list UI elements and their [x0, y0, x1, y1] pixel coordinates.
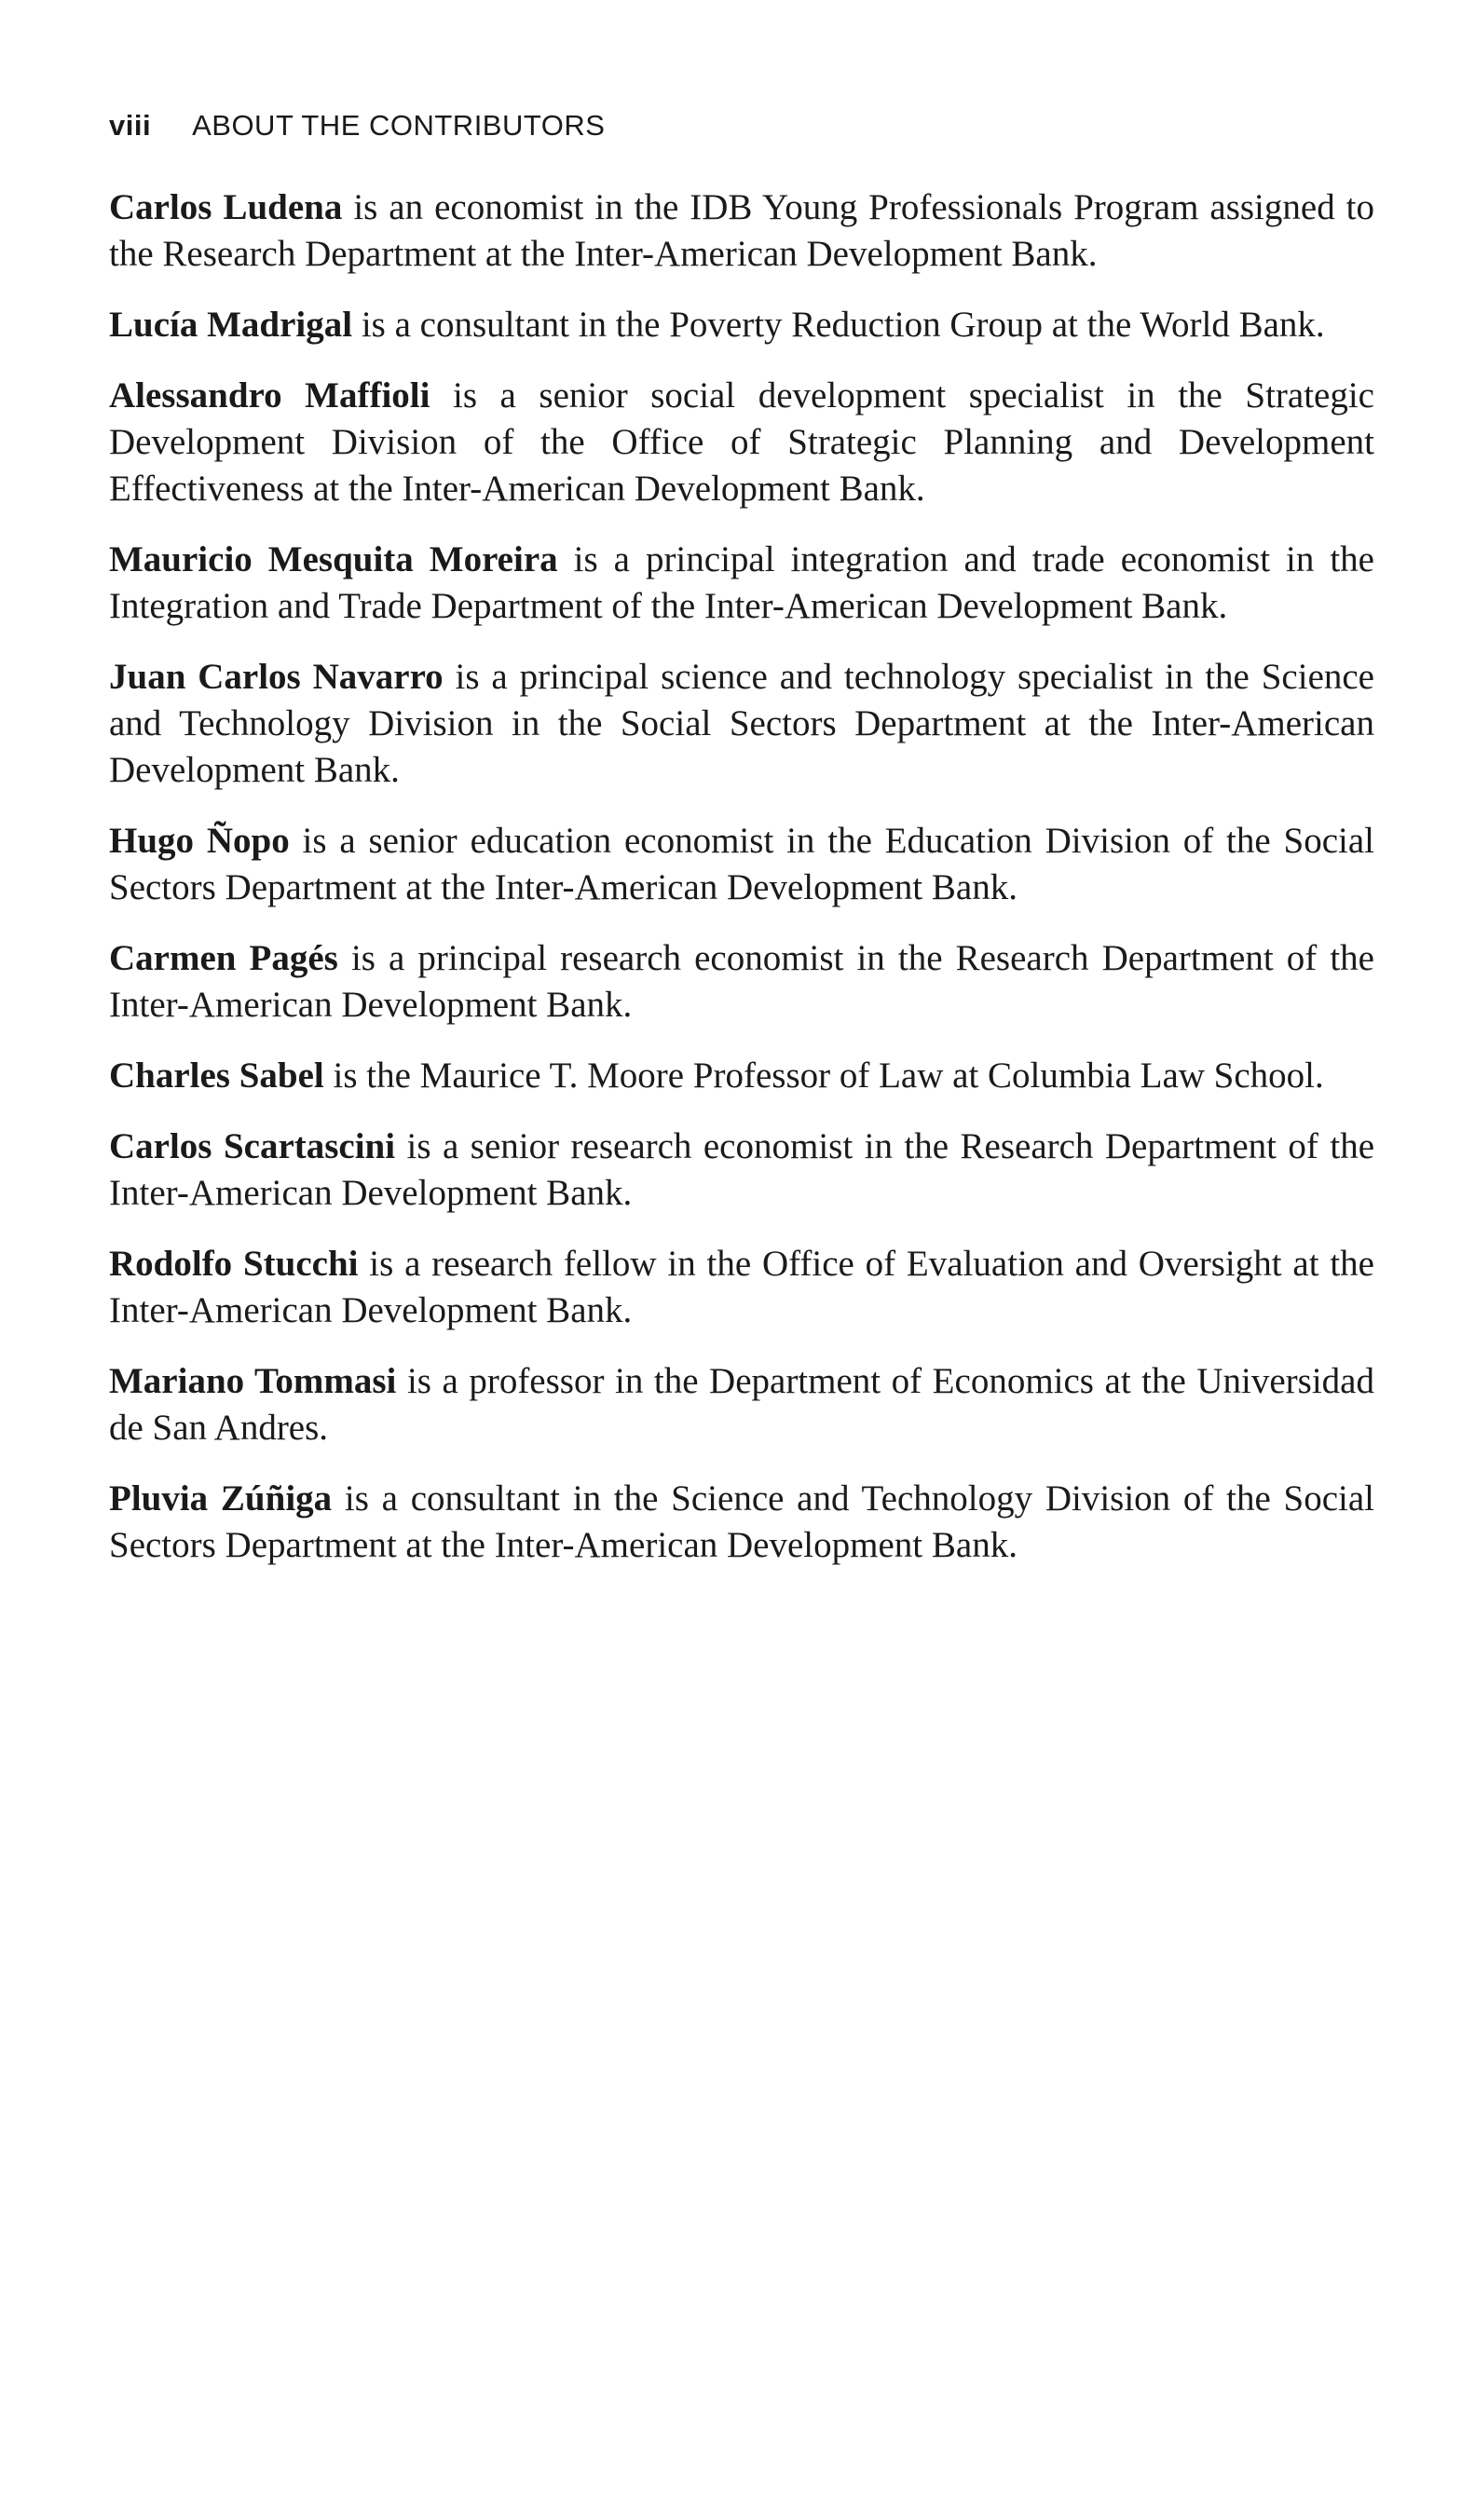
section-title: ABOUT THE CONTRIBUTORS	[192, 109, 606, 142]
contributor-description: is a principal research economist in the Research Department of the Inter-American Development Bank.	[109, 938, 1374, 1025]
page-number: viii	[109, 109, 152, 142]
contributor-name: Carmen Pagés	[109, 938, 338, 978]
contributor-entry	[109, 654, 1374, 794]
contributor-name: Carlos Ludena	[109, 187, 343, 227]
contributor-entry	[109, 302, 1374, 348]
contributor-name: Rodolfo Stucchi	[109, 1244, 359, 1284]
contributor-entry	[109, 537, 1374, 630]
contributor-description: is an economist in the IDB Young Professionals Program assigned to the Research Department at the Inter-American Development Bank.	[109, 187, 1375, 274]
contributor-entry	[109, 1358, 1374, 1451]
contributor-entry	[109, 1053, 1374, 1099]
contributor-name: Pluvia Zúñiga	[109, 1478, 333, 1519]
contributor-name: Carlos Scartascini	[109, 1126, 396, 1166]
contributor-description: is a senior social development specialist in the Strategic Development Division of the Office of Strategic Planning and Development Effectiveness at the Inter-American Development Bank.	[109, 375, 1374, 509]
contributor-description: is a consultant in the Science and Technology Division of the Social Sectors Department at the Inter-American Development Bank.	[109, 1478, 1374, 1565]
contributor-description: is a consultant in the Poverty Reduction Group at the World Bank.	[352, 305, 1325, 345]
contributor-entry	[109, 1476, 1374, 1569]
contributor-description: is a research fellow in the Office of Evaluation and Oversight at the Inter-American Development Bank.	[109, 1244, 1374, 1330]
contributor-entry	[109, 818, 1374, 911]
contributor-entry	[109, 1241, 1374, 1334]
contributor-name: Hugo Ñopo	[109, 821, 290, 861]
contributor-description: is a principal integration and trade economist in the Integration and Trade Department of the Inter-American Development Bank.	[109, 539, 1374, 626]
contributor-description: is the Maurice T. Moore Professor of Law at Columbia Law School.	[323, 1056, 1324, 1096]
contributor-name: Alessandro Maffioli	[109, 375, 430, 415]
contributor-description: is a senior education economist in the Education Division of the Social Sectors Department at the Inter-American Development Bank.	[109, 821, 1374, 907]
contributor-name: Juan Carlos Navarro	[109, 657, 444, 697]
contributor-name: Mauricio Mesquita Moreira	[109, 539, 558, 579]
running-head	[109, 107, 1374, 144]
contributor-list	[109, 184, 1374, 1569]
page-content	[109, 107, 1374, 1593]
contributor-entry	[109, 184, 1374, 278]
contributor-entry	[109, 373, 1374, 512]
contributor-entry	[109, 1124, 1374, 1217]
contributor-description: is a senior research economist in the Research Department of the Inter-American Development Bank.	[109, 1126, 1374, 1213]
contributor-description: is a professor in the Department of Economics at the Universidad de San Andres.	[109, 1361, 1374, 1448]
contributor-name: Lucía Madrigal	[109, 305, 353, 345]
contributor-description: is a principal science and technology specialist in the Science and Technology Division in the Social Sectors Department at the Inter-American Development Bank.	[109, 657, 1374, 790]
contributor-name: Mariano Tommasi	[109, 1361, 397, 1401]
contributor-entry	[109, 935, 1374, 1028]
contributor-name: Charles Sabel	[109, 1056, 324, 1096]
